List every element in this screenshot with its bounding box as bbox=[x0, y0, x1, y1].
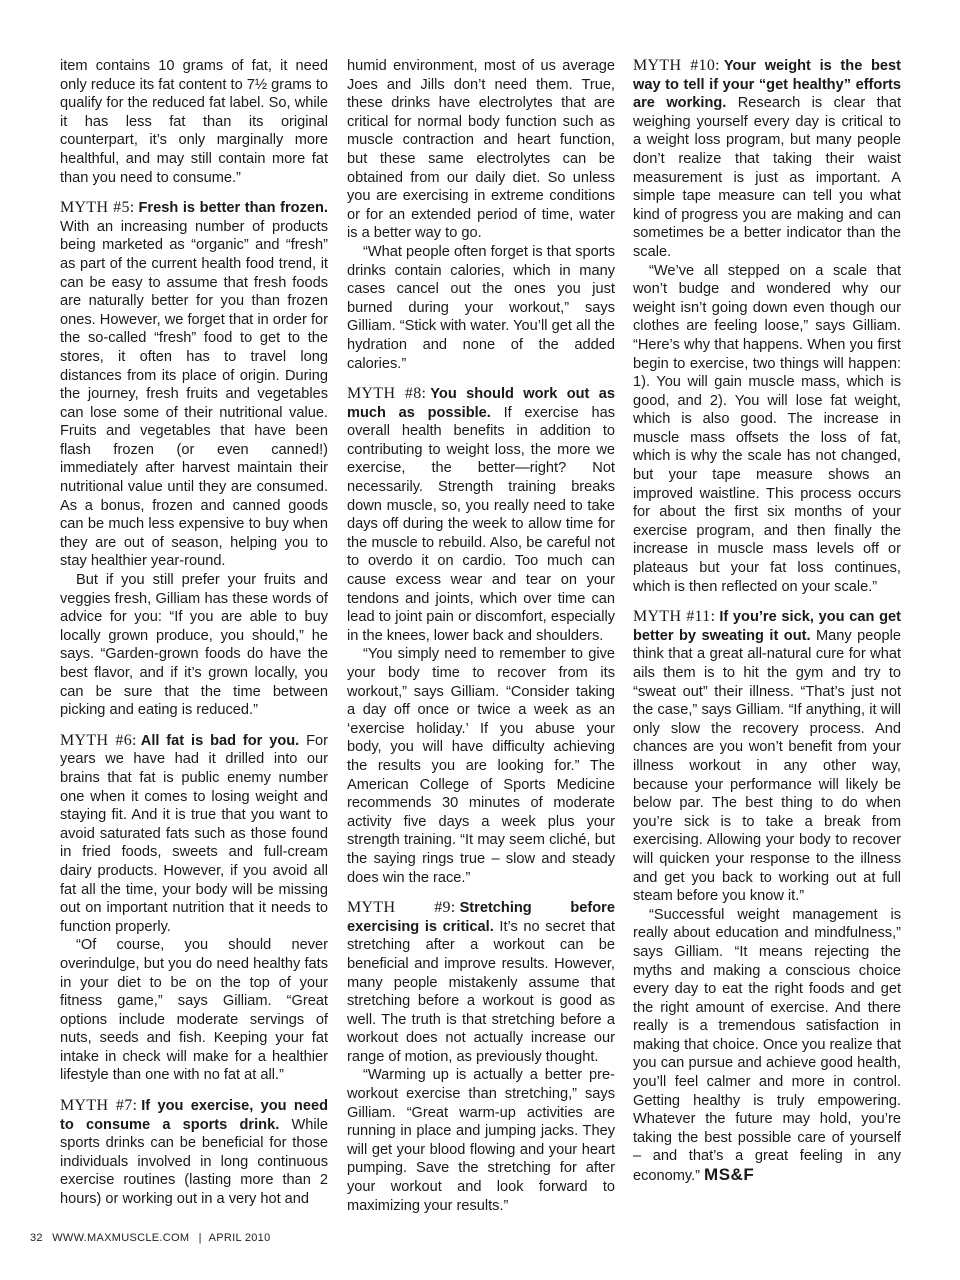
column-3 bbox=[633, 57, 901, 1186]
myth-9-section bbox=[347, 899, 615, 1066]
myth-7-title: If you exercise, you need to consume a sports drink. bbox=[60, 1098, 328, 1133]
end-mark-logo: MS&F bbox=[704, 1165, 755, 1185]
myth-6-title: All fat is bad for you. bbox=[140, 732, 300, 749]
myth-6-body: For years we have had it drilled into our brains that fat is public enemy number one when it comes to losing weight and staying fit. And it is true that you want to avoid saturated fats such as those found in fried foods, sweets and full-cream dairy products. However, if you avoid all fat all the time, your body will be missing out on important nutrition that it needs to function properly. bbox=[60, 732, 328, 935]
myth-9-label: MYTH #9: bbox=[347, 899, 456, 917]
column-1 bbox=[60, 57, 328, 1209]
page-number: 32 bbox=[30, 1232, 43, 1244]
column-2 bbox=[347, 57, 615, 1215]
myth-5-section bbox=[60, 199, 328, 571]
myth-10-body: Research is clear that weighing yourself every day is critical to a weight loss program, but many people don’t realize that taking their waist measurement is just as important. A simple tape measure can tell you what kind of progress you are making and can sometimes be a better indicator than the scale. bbox=[633, 95, 901, 260]
page-footer bbox=[30, 1232, 277, 1244]
myth-10-section bbox=[633, 57, 901, 262]
myth-9-body: It’s no secret that stretching after a workout can be beneficial and improve results. However, many people mistakenly assume that stretching before a workout is good as well. The truth is that stretching before a workout does not actually increase our range of motion, as previously thought. bbox=[347, 918, 615, 1065]
myth-9-paragraph-2: “Warming up is actually a better pre-workout exercise than stretching,” says Gilliam. “Great warm-up activities are running in place and jumping jacks. They will get your blood flowing and your heart pumping. Save the stretching for after your workout and look forward to maximizing your results.” bbox=[347, 1067, 615, 1214]
myth-8-body: If exercise has overall health benefits in addition to contributing to weight loss, the more we exercise, the better—right? Not necessarily. Strength training breaks down muscle, so, you really need to take days off during the week to allow time for the muscle to rebuild. Also, be careful not to overdo it on cardio. Too much can cause excess wear and tear on your tendons and joints, which over time can lead to joint pain or discomfort, especially in the knees, lower back and shoulders. bbox=[347, 404, 615, 644]
myth-8-section bbox=[347, 385, 615, 645]
myth-10-title: Your weight is the best way to tell if your “get healthy” efforts are working. bbox=[633, 58, 901, 112]
myth-11-paragraph-2 bbox=[633, 906, 901, 1186]
myth-6-label: MYTH #6: bbox=[60, 731, 137, 749]
myth-11-label: MYTH #11: bbox=[633, 608, 716, 626]
myth-6-section bbox=[60, 732, 328, 937]
myth-7-section bbox=[60, 1097, 328, 1209]
myth-10-label: MYTH #10: bbox=[633, 57, 720, 74]
myth-5-title: Fresh is better than frozen. bbox=[138, 200, 328, 217]
footer-url: WWW.MAXMUSCLE.COM bbox=[52, 1232, 190, 1244]
closing-text: “Successful weight management is really about education and mindfulness,” says Gilliam. “It means rejecting the myths and making a conscious choice every day to eat the right foods and get the right amount of exercise. And there really is a tremendous satisfaction in making that choice. Once you realize that you can pursue and achieve good health, you’ll feel calmer and more in control. Getting healthy is truly empowering. Whatever the future may hold, you’re taking the best possible care of yourself – and that’s a great feeling in any economy.” bbox=[633, 906, 901, 1185]
column-1-intro: item contains 10 grams of fat, it need only reduce its fat content to 7½ grams to qualify for the reduced fat label. So, while it has less fat than its original counterpart, it’s only marginally more healthful, and may still contain more fat than you need to consume.” bbox=[60, 58, 328, 186]
myth-10-paragraph-2: “We’ve all stepped on a scale that won’t budge and wondered why our weight isn’t going down even though our clothes are feeling loose,” says Gilliam. “Here’s why that happens. When you first begin to exercise, two things will happen: 1). You will gain muscle mass, which is good, and 2). You will lose fat weight, which is also good. The increase in muscle mass offsets the loss of fat, which is why the scale has not changed, but your tape measure shows an improved waistline. This process occurs for about the first six months of your exercise program, and then finally the increase in muscle mass levels off or plateaus but your fat loss continues, which is then reflected on your scale.” bbox=[633, 262, 901, 595]
column-2-intro: humid environment, most of us average Joes and Jills don’t need them. True, these drinks have electrolytes that are critical for normal body function such as muscle contraction and heart function, but these same electrolytes can be obtained from our daily diet. So unless you are exercising in extreme conditions or for an extended period of time, water is a better way to go. bbox=[347, 58, 615, 242]
myth-8-label: MYTH #8: bbox=[347, 385, 427, 403]
myth-7-body: While sports drinks can be beneficial for those individuals involved in long continuous exercise routines (lasting more than 2 hours) or working out in a very hot and bbox=[60, 1116, 328, 1208]
myth-8-title: You should work out as much as possible. bbox=[347, 386, 615, 421]
column-2-paragraph-2: “What people often forget is that sports drinks contain calories, which in many cases cancel out the ones you just burned during your workout,” says Gilliam. “Stick with water. You’ll get all the hydration and none of the added calories.” bbox=[347, 243, 615, 372]
myth-5-paragraph-2: But if you still prefer your fruits and veggies fresh, Gilliam has these words of advice for you: “If you are able to buy locally grown produce, you should,” he says. “Garden-grown foods do have the best flavor, and if it’s grown locally, you can be sure that the time between picking and eating is reduced.” bbox=[60, 572, 328, 719]
myth-11-title: If you’re sick, you can get better by sweating it out. bbox=[633, 609, 901, 644]
myth-6-paragraph-2: “Of course, you should never overindulge, but you do need healthy fats in your diet to be on the top of your fitness game,” says Gilliam. “Great options include moderate servings of nuts, seeds and fish. Keeping your fat intake in check will make for a healthier lifestyle than one with no fat at all.” bbox=[60, 937, 328, 1084]
myth-5-label: MYTH #5: bbox=[60, 199, 135, 217]
footer-issue: APRIL 2010 bbox=[208, 1232, 271, 1244]
myth-11-section bbox=[633, 608, 901, 906]
footer-separator: | bbox=[198, 1232, 202, 1244]
myth-9-title: Stretching before exercising is critical. bbox=[347, 900, 615, 935]
myth-5-body: With an increasing number of products being marketed as “organic” and “fresh” as part of the current health food trend, it can be easy to assume that fresh foods are naturally better for you than frozen ones. However, we forget that in order for the so-called “fresh” food to get to the stores, it often has to travel long distances from its place of origin. During the journey, fresh fruits and vegetables can lose some of their nutritional value. Fruits and vegetables that have been flash frozen (or even canned!) immediately after harvest maintain their nutritional value until they are consumed. As a bonus, frozen and canned goods can be much less expensive to buy when they are out of season, helping you to stay healthier year-round. bbox=[60, 218, 328, 570]
myth-11-body: Many people think that a great all-natural cure for what ails them is to hit the gym and try to “sweat out” their illness. “That’s just not the case,” says Gilliam. “If anything, it will only slow the recovery process. And chances are you won’t benefit from your illness workout in any other way, because your performance will likely be below par. The best thing to do when you’re sick is to take a break from exercising. Allowing your body to recover will quicken your response to the illness and get you back to working out at full steam before you know it.” bbox=[633, 627, 901, 905]
myth-7-label: MYTH #7: bbox=[60, 1097, 138, 1115]
myth-8-paragraph-2: “You simply need to remember to give your body time to recover from its workout,” says Gilliam. “Consider taking a day off once or twice a week as an ‘exercise holiday.’ If you abuse your body, you will have difficulty achieving the results you are looking for.” The American College of Sports Medicine recommends 30 minutes of moderate activity five days a week plus your strength training. “It may seem cliché, but the saying rings true – slow and steady does win the race.” bbox=[347, 646, 615, 886]
